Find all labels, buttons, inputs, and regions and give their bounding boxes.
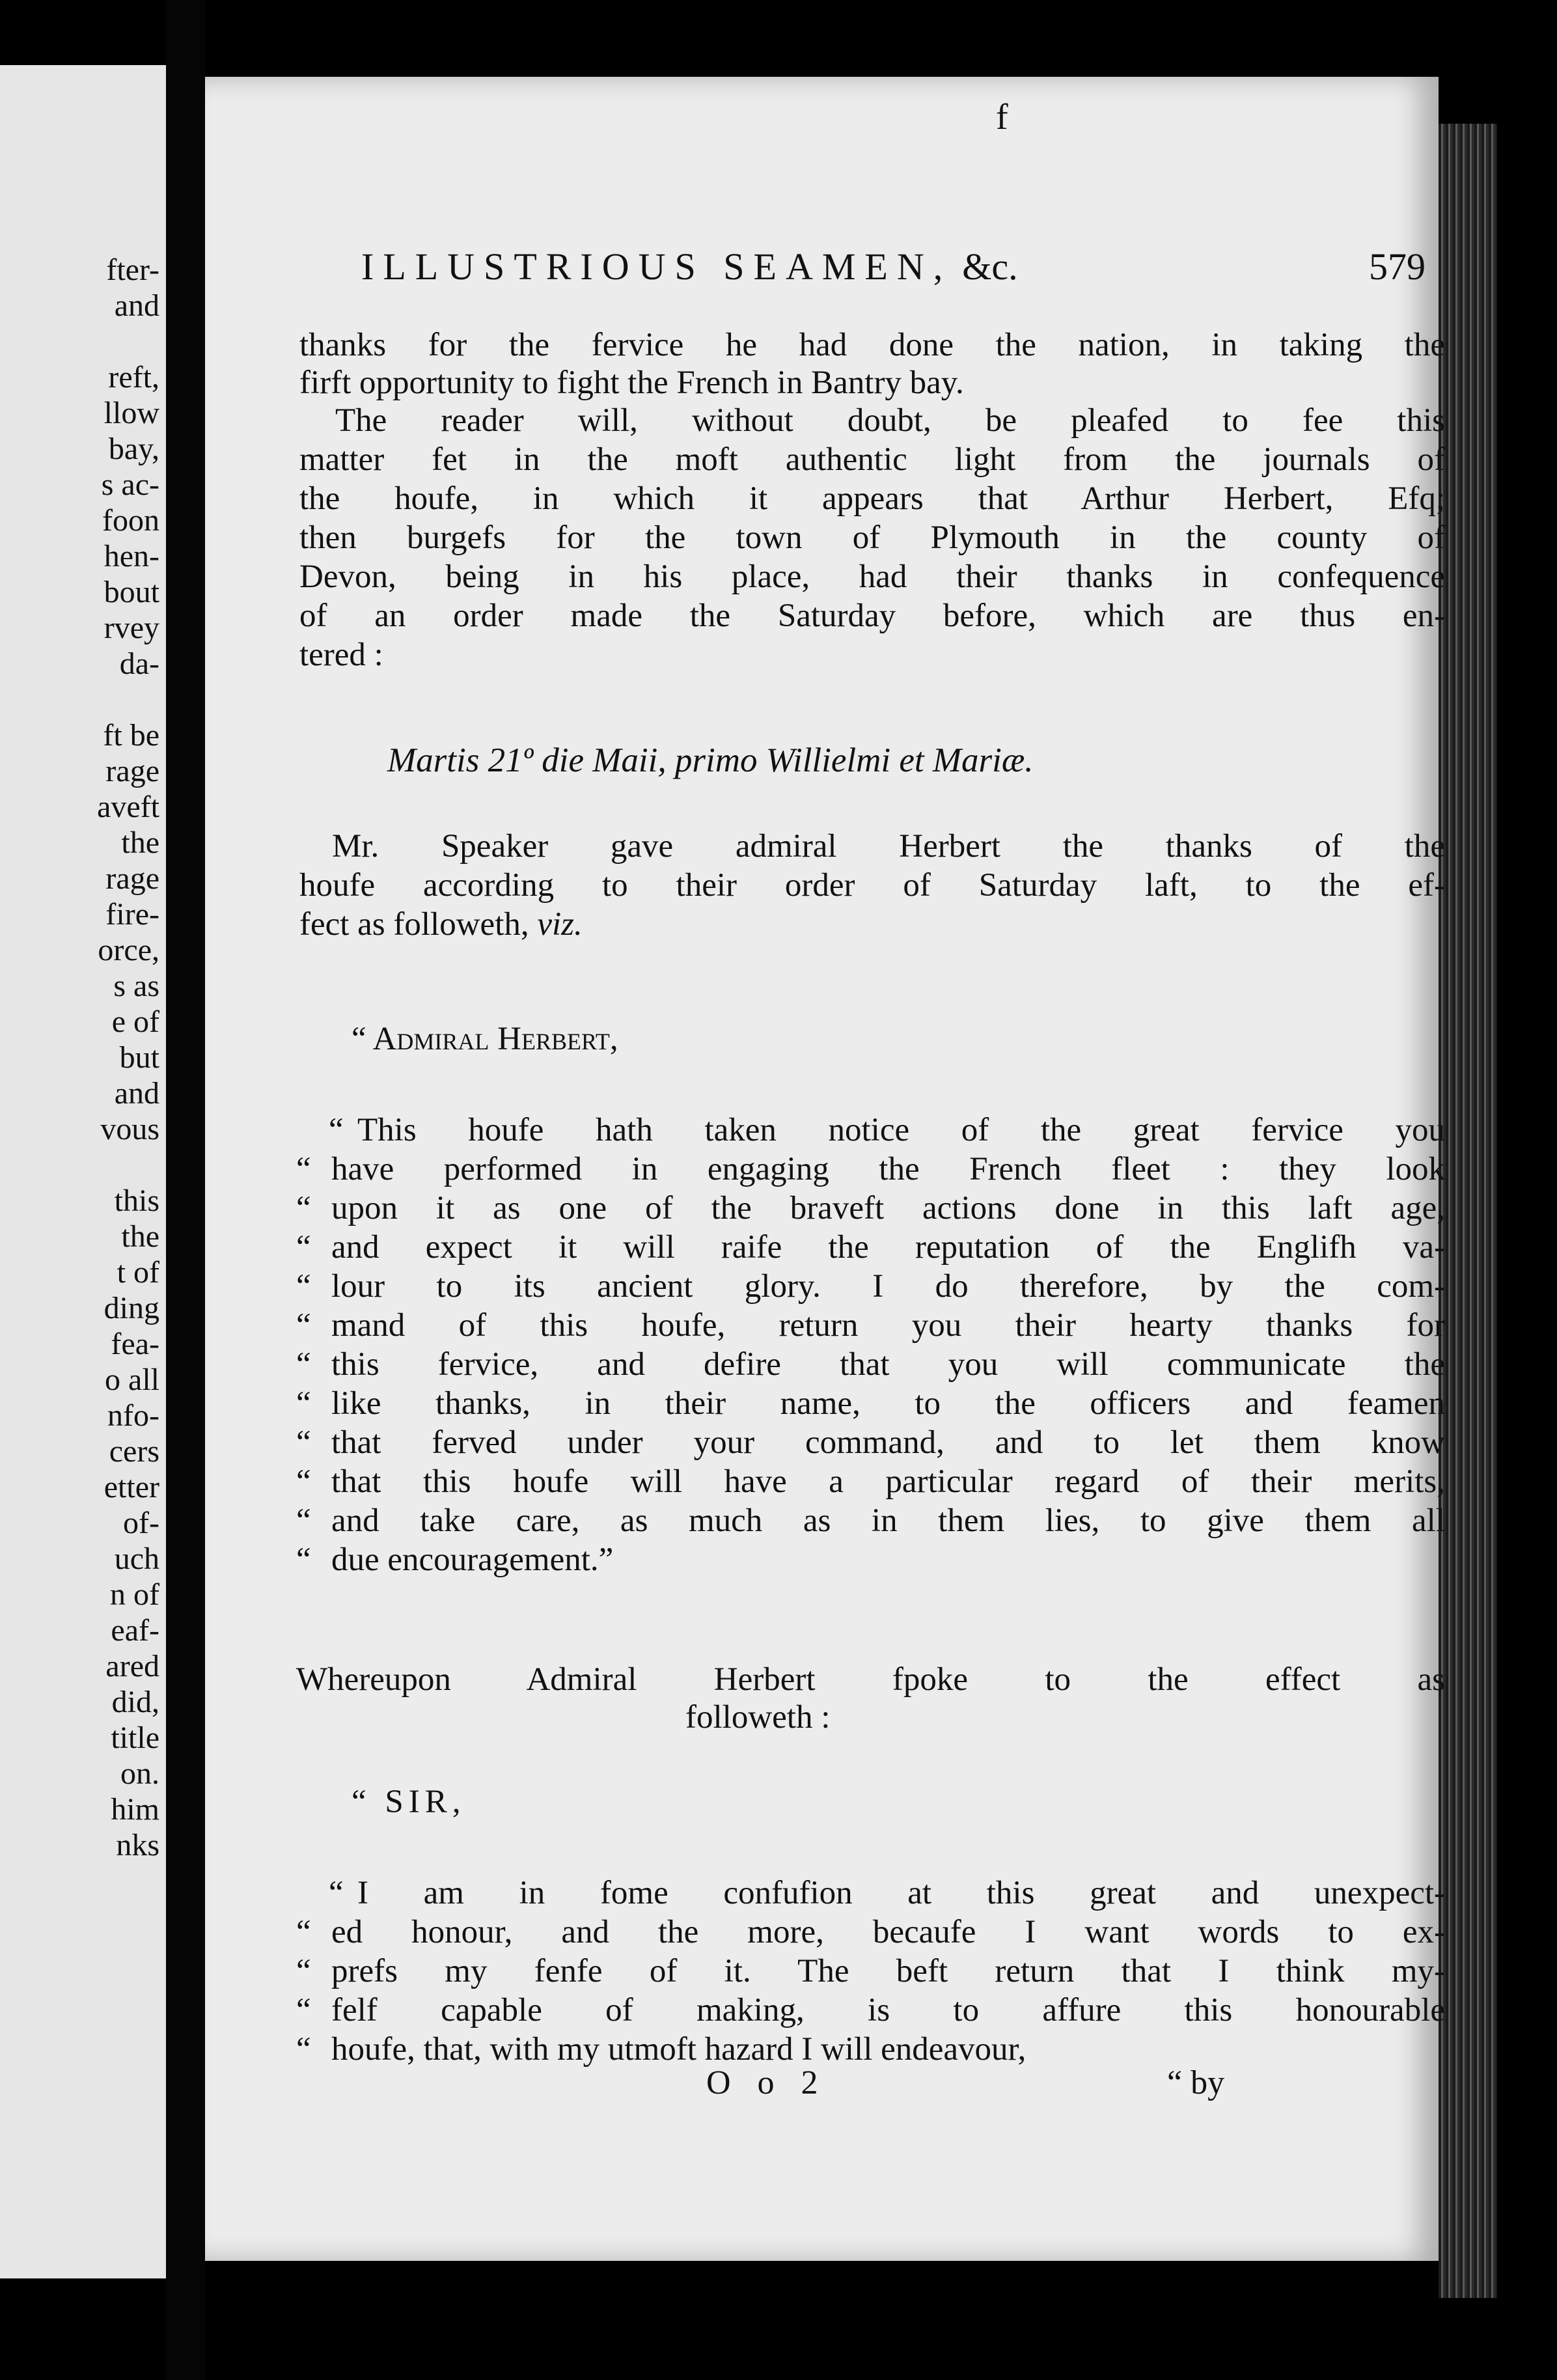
text-line: tered :: [299, 637, 383, 673]
previous-page-strip: [0, 65, 166, 2278]
prev-page-fragment: rvey: [103, 611, 159, 645]
page-number: 579: [1369, 245, 1426, 288]
quoted-line: [296, 1423, 1445, 1462]
prev-page-fragment: ared: [105, 1649, 159, 1683]
prev-page-fragment: orce,: [98, 933, 159, 967]
quote-mark: “: [296, 2031, 311, 2068]
text-line: The reader will, without doubt, be pleafed to fee this: [335, 402, 1445, 439]
prev-page-fragment: foon: [102, 503, 159, 538]
quoted-text: and expect it will raife the reputation of the Englifh va-: [331, 1229, 1445, 1266]
prev-page-fragment: t of: [117, 1255, 159, 1290]
prev-page-fragment: title: [111, 1721, 159, 1755]
running-head: [361, 245, 1426, 288]
prev-page-fragment: aveft: [97, 790, 159, 824]
quote-mark: “: [329, 1112, 344, 1148]
prev-page-fragment: hen-: [103, 539, 159, 574]
catchword: “ by: [1167, 2064, 1225, 2101]
quoted-text: prefs my fenfe of it. The beft return that I think my-: [331, 1953, 1445, 1989]
prev-page-fragment: this: [114, 1183, 159, 1218]
address-salutation: “ Admiral Herbert,: [351, 1021, 618, 1057]
book-gutter: [166, 0, 205, 2380]
prev-page-fragment: on.: [120, 1756, 159, 1791]
quoted-line: [296, 1267, 1445, 1306]
quoted-text: upon it as one of the braveft actions done in this laft age,: [331, 1190, 1445, 1226]
prev-page-fragment: eaf-: [111, 1613, 159, 1648]
text-line: thanks for the fervice he had done the nation, in taking the: [299, 327, 1445, 363]
quoted-text: like thanks, in their name, to the officers and feamen: [331, 1385, 1445, 1422]
prev-page-fragment: nks: [116, 1828, 159, 1862]
prev-page-fragment: reft,: [108, 360, 159, 394]
viz-abbrev: viz.: [537, 906, 583, 943]
prev-page-fragment: llow: [103, 396, 159, 430]
quoted-text: felf capable of making, is to affure this honourable: [331, 1992, 1445, 2028]
quoted-line: [296, 2030, 1445, 2069]
prev-page-fragment: s as: [113, 969, 159, 1003]
prev-page-fragment: fea-: [111, 1327, 159, 1361]
quoted-line: [296, 1540, 1445, 1579]
quoted-text: lour to its ancient glory. I do therefore, by the com-: [331, 1268, 1445, 1305]
quoted-text: ed honour, and the more, becaufe I want words to ex-: [331, 1914, 1445, 1950]
quote-mark: “: [296, 1307, 311, 1344]
running-title: ILLUSTRIOUS SEAMEN,: [361, 245, 952, 288]
text-line: Whereupon Admiral Herbert fpoke to the effect as: [296, 1661, 1445, 1698]
prev-page-fragment: the: [121, 1219, 159, 1254]
prev-page-fragment: him: [111, 1792, 159, 1827]
quote-mark: “: [296, 1424, 311, 1461]
prev-page-fragment: bout: [103, 575, 159, 609]
prev-page-fragment: vous: [100, 1112, 159, 1146]
quote-mark: “: [296, 1346, 311, 1383]
text-line: followeth :: [685, 1699, 831, 1736]
quote-mark: “: [329, 1875, 344, 1911]
quoted-text: houfe, that, with my utmoft hazard I will endeavour,: [331, 2031, 1027, 2068]
text-line: matter fet in the moft authentic light from the journals of: [299, 441, 1445, 478]
text-line-part: fect as followeth,: [299, 906, 529, 943]
quote-mark: “: [296, 1151, 311, 1187]
quoted-line: [296, 1991, 1445, 2030]
quoted-text: have performed in engaging the French fleet : they look: [331, 1151, 1445, 1187]
prev-page-fragment: and: [114, 288, 159, 323]
prev-page-fragment: did,: [111, 1685, 159, 1719]
quoted-line: [296, 1462, 1445, 1501]
journal-date: Martis 21º die Maii, primo Willielmi et Mariæ.: [387, 741, 1034, 779]
running-etc: &c.: [962, 245, 1018, 288]
quote-mark: “: [296, 1268, 311, 1305]
quote-mark: “: [296, 1953, 311, 1989]
text-line: Devon, being in his place, had their thanks in confequence: [299, 559, 1445, 595]
prev-page-fragment: etter: [103, 1470, 159, 1504]
quoted-line: [296, 1913, 1445, 1952]
prev-page-fragment: rage: [105, 861, 159, 896]
prev-page-fragment: bay,: [108, 432, 159, 466]
quote-mark: “: [296, 1542, 311, 1578]
prev-page-fragment: e of: [111, 1004, 159, 1039]
quoted-line: [296, 1228, 1445, 1267]
prev-page-fragment: o all: [105, 1363, 159, 1397]
book-page: [205, 77, 1445, 2261]
prev-page-fragment: cers: [109, 1434, 159, 1469]
prev-page-fragment: the: [121, 825, 159, 860]
prev-page-fragment: ft be: [103, 718, 159, 753]
quoted-text: mand of this houfe, return you their hearty thanks for: [331, 1307, 1445, 1344]
quote-mark: “: [296, 1463, 311, 1500]
quoted-text: that ferved under your command, and to let them know: [331, 1424, 1445, 1461]
text-line: firft opportunity to fight the French in Bantry bay.: [299, 365, 964, 401]
prev-page-fragment: and: [114, 1076, 159, 1111]
quoted-line: [296, 1189, 1445, 1228]
quoted-text: I am in fome confufion at this great and unexpect-: [357, 1875, 1445, 1911]
quoted-line: [296, 1501, 1445, 1540]
quoted-line: [296, 1952, 1445, 1991]
quote-mark: “: [296, 1190, 311, 1226]
folio-mark: f: [996, 97, 1008, 137]
prev-page-fragment: n of: [110, 1577, 159, 1612]
quote-mark: “: [296, 1992, 311, 2028]
prev-page-fragment: ding: [103, 1291, 159, 1325]
text-line: [299, 905, 1533, 944]
quoted-text: that this houfe will have a particular regard of their merits,: [331, 1463, 1445, 1500]
prev-page-fragment: of-: [123, 1506, 159, 1540]
reply-salutation: “ SIR,: [351, 1784, 466, 1820]
text-line: houfe according to their order of Saturday laft, to the ef-: [299, 867, 1445, 904]
text-line: the houfe, in which it appears that Arthur Herbert, Efq;: [299, 480, 1445, 517]
quoted-line: [296, 1150, 1445, 1189]
prev-page-fragment: rage: [105, 754, 159, 788]
prev-page-fragment: s ac-: [101, 467, 159, 502]
text-line: then burgefs for the town of Plymouth in the county of: [299, 519, 1445, 556]
prev-page-fragment: uch: [114, 1542, 159, 1576]
quoted-text: This houfe hath taken notice of the great fervice you: [357, 1112, 1445, 1148]
quoted-line: [296, 1345, 1445, 1384]
signature-mark: O o 2: [706, 2064, 827, 2101]
quoted-line: [296, 1111, 1445, 1150]
quoted-line: [296, 1306, 1445, 1345]
prev-page-fragment: da-: [119, 646, 159, 681]
prev-page-fragment: nfo-: [107, 1398, 159, 1433]
text-line: of an order made the Saturday before, which are thus en-: [299, 598, 1445, 634]
prev-page-fragment: fter-: [106, 253, 159, 287]
text-line: Mr. Speaker gave admiral Herbert the thanks of the: [332, 828, 1445, 865]
quoted-text: due encouragement.”: [331, 1542, 614, 1578]
quoted-text: this fervice, and defire that you will communicate the: [331, 1346, 1445, 1383]
quote-mark: “: [296, 1385, 311, 1422]
quote-mark: “: [296, 1229, 311, 1266]
quoted-line: [296, 1874, 1445, 1913]
quote-mark: “: [296, 1502, 311, 1539]
quote-mark: “: [296, 1914, 311, 1950]
prev-page-fragment: fire-: [105, 897, 159, 932]
prev-page-fragment: but: [119, 1040, 159, 1075]
page-edges: [1439, 124, 1497, 2298]
quoted-text: and take care, as much as in them lies, to give them all: [331, 1502, 1445, 1539]
quoted-line: [296, 1384, 1445, 1423]
